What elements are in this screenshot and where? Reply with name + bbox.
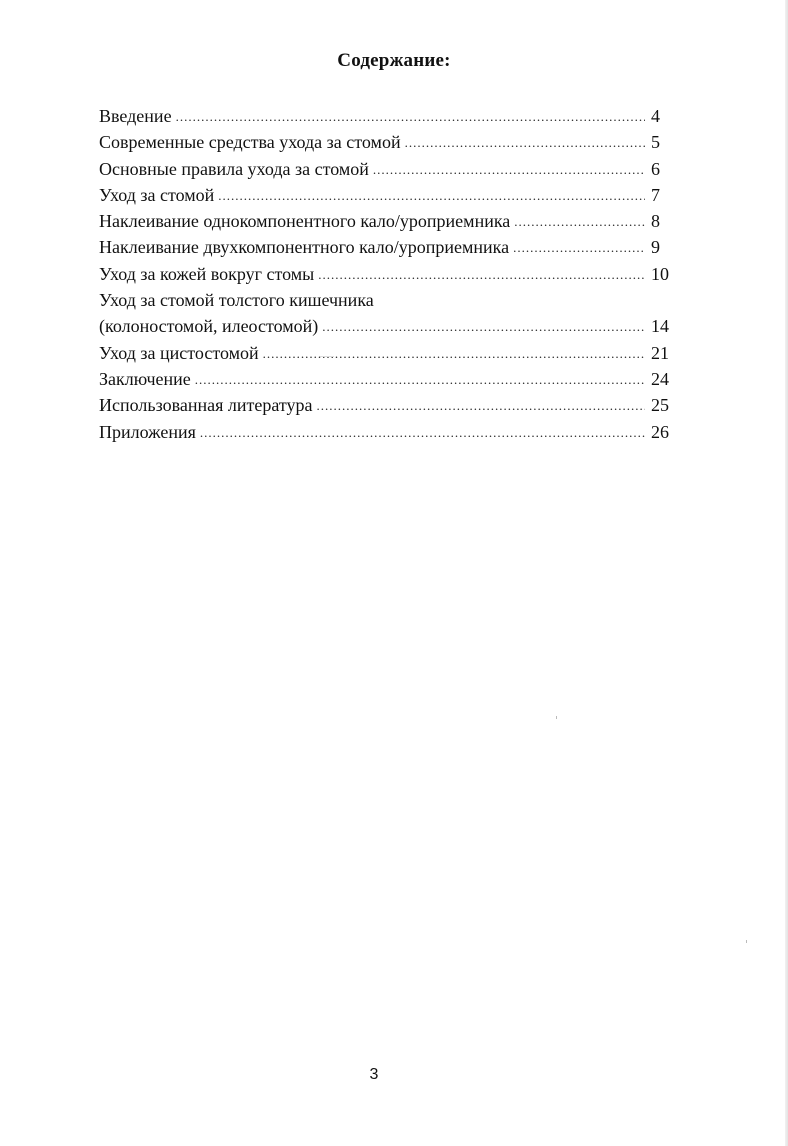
toc-entry-text: Основные правила ухода за стомой (99, 158, 369, 179)
toc-entry (99, 211, 681, 237)
toc-entry-text: (колоностомой, илеостомой) (99, 316, 319, 337)
toc-entry-text: Уход за цистостомой (99, 342, 259, 363)
scan-speck (320, 356, 334, 357)
toc-entry-page: 9 (651, 237, 660, 258)
scan-speck (556, 716, 557, 719)
toc-leader-dots (514, 214, 645, 230)
toc-entry (99, 106, 681, 132)
toc-entry-text: Современные средства ухода за стомой (99, 132, 401, 153)
toc-leader-dots (373, 162, 645, 178)
toc-entry (99, 264, 681, 290)
toc-entry (99, 132, 681, 158)
toc-entry-page: 25 (651, 395, 669, 416)
toc-entry-page: 10 (651, 263, 669, 284)
toc-entry-page: 24 (651, 368, 669, 389)
toc-leader-dots (405, 135, 645, 151)
toc-entry-text: Уход за кожей вокруг стомы (99, 263, 315, 284)
scan-speck (746, 940, 747, 943)
toc-entry (99, 159, 681, 185)
toc-entry (99, 185, 681, 211)
toc-leader-dots (263, 346, 645, 362)
toc-entry (99, 422, 681, 448)
toc-entry-text: Заключение (99, 368, 191, 389)
toc-entry-page: 5 (651, 132, 660, 153)
toc-entry (99, 343, 681, 369)
toc-entry-page: 26 (651, 421, 669, 442)
toc-entry-text: Использованная литература (99, 395, 313, 416)
toc-entry-page: 7 (651, 184, 660, 205)
toc-entry-heading-line (99, 290, 681, 316)
toc-entry-page: 21 (651, 342, 669, 363)
table-of-contents (99, 106, 681, 448)
toc-entry (99, 237, 681, 263)
toc-entry-text: Наклеивание однокомпонентного кало/уроприемника (99, 211, 511, 232)
toc-leader-dots (316, 398, 645, 414)
toc-entry-text: Уход за стомой (99, 184, 215, 205)
page-number: 3 (369, 1066, 379, 1083)
toc-leader-dots (318, 267, 645, 283)
toc-leader-dots (176, 109, 645, 125)
toc-entry (99, 316, 681, 342)
toc-entry (99, 369, 681, 395)
toc-entry-page: 6 (651, 158, 660, 179)
toc-entry-text: Наклеивание двухкомпонентного кало/уроприемника (99, 237, 510, 258)
toc-entry-page: 14 (651, 316, 669, 337)
toc-leader-dots (218, 188, 645, 204)
toc-leader-dots (322, 319, 645, 335)
toc-entry-page: 8 (651, 211, 660, 232)
toc-entry-text: Приложения (99, 421, 196, 442)
toc-entry-text: Уход за стомой толстого кишечника (99, 290, 374, 311)
toc-leader-dots (513, 240, 645, 256)
toc-leader-dots (195, 372, 645, 388)
toc-entry-text: Введение (99, 106, 172, 126)
toc-entry-page: 4 (651, 106, 660, 126)
toc-title: Содержание: (337, 50, 451, 71)
toc-leader-dots (200, 425, 645, 441)
toc-entry (99, 395, 681, 421)
